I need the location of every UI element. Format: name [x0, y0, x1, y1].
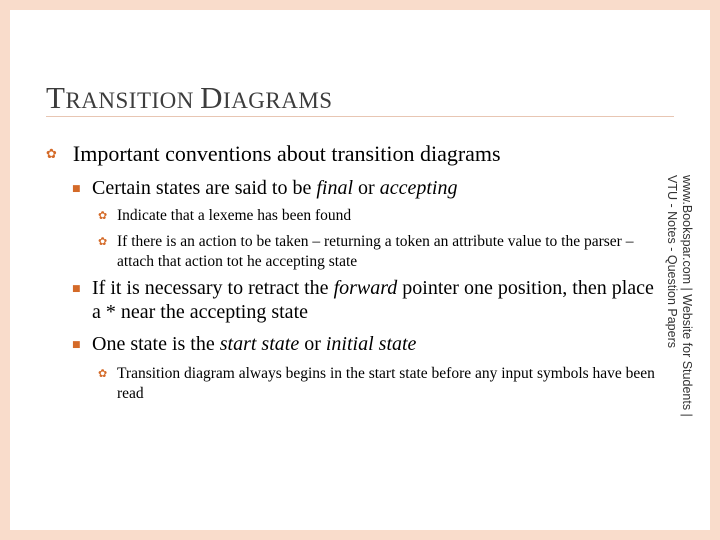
bullet-text: Transition diagram always begins in the start state before any input symbols have been read: [117, 365, 655, 402]
bullet-text: Indicate that a lexeme has been found: [117, 207, 352, 224]
bullet-level3: [98, 364, 658, 404]
square-bullet-icon: ■: [72, 340, 81, 350]
bullet-level2: [72, 276, 660, 324]
bullet-level2: [72, 332, 632, 356]
flower-bullet-icon: ✿: [98, 367, 108, 380]
bullet-level2: [72, 176, 632, 200]
square-bullet-icon: ■: [72, 184, 81, 194]
bullet-text: Important conventions about transition diagrams: [72, 141, 501, 166]
flower-bullet-icon: ✿: [46, 147, 57, 162]
watermark-line: www.Bookspar.com | Website for Students |: [680, 175, 694, 417]
bullet-level3: [98, 232, 658, 272]
flower-bullet-icon: ✿: [98, 235, 108, 248]
bullet-text: If it is necessary to retract the forward pointer one position, then place a * near the accepting state: [92, 277, 654, 323]
bullet-level1: [46, 140, 646, 168]
title-divider: [46, 116, 674, 117]
bullet-level3: [98, 206, 658, 226]
square-bullet-icon: ■: [72, 284, 81, 294]
bullet-text: One state is the start state or initial state: [92, 333, 417, 355]
watermark-line: VTU - Notes - Question Papers: [665, 175, 679, 348]
slide-title: TRANSITION DIAGRAMS: [46, 80, 333, 115]
bullet-text: Certain states are said to be final or accepting: [92, 177, 458, 199]
vertical-watermark: [664, 175, 694, 421]
flower-bullet-icon: ✿: [98, 209, 108, 222]
bullet-text: If there is an action to be taken – returning a token an attribute value to the parser – attach that action tot he accepting state: [117, 233, 634, 270]
